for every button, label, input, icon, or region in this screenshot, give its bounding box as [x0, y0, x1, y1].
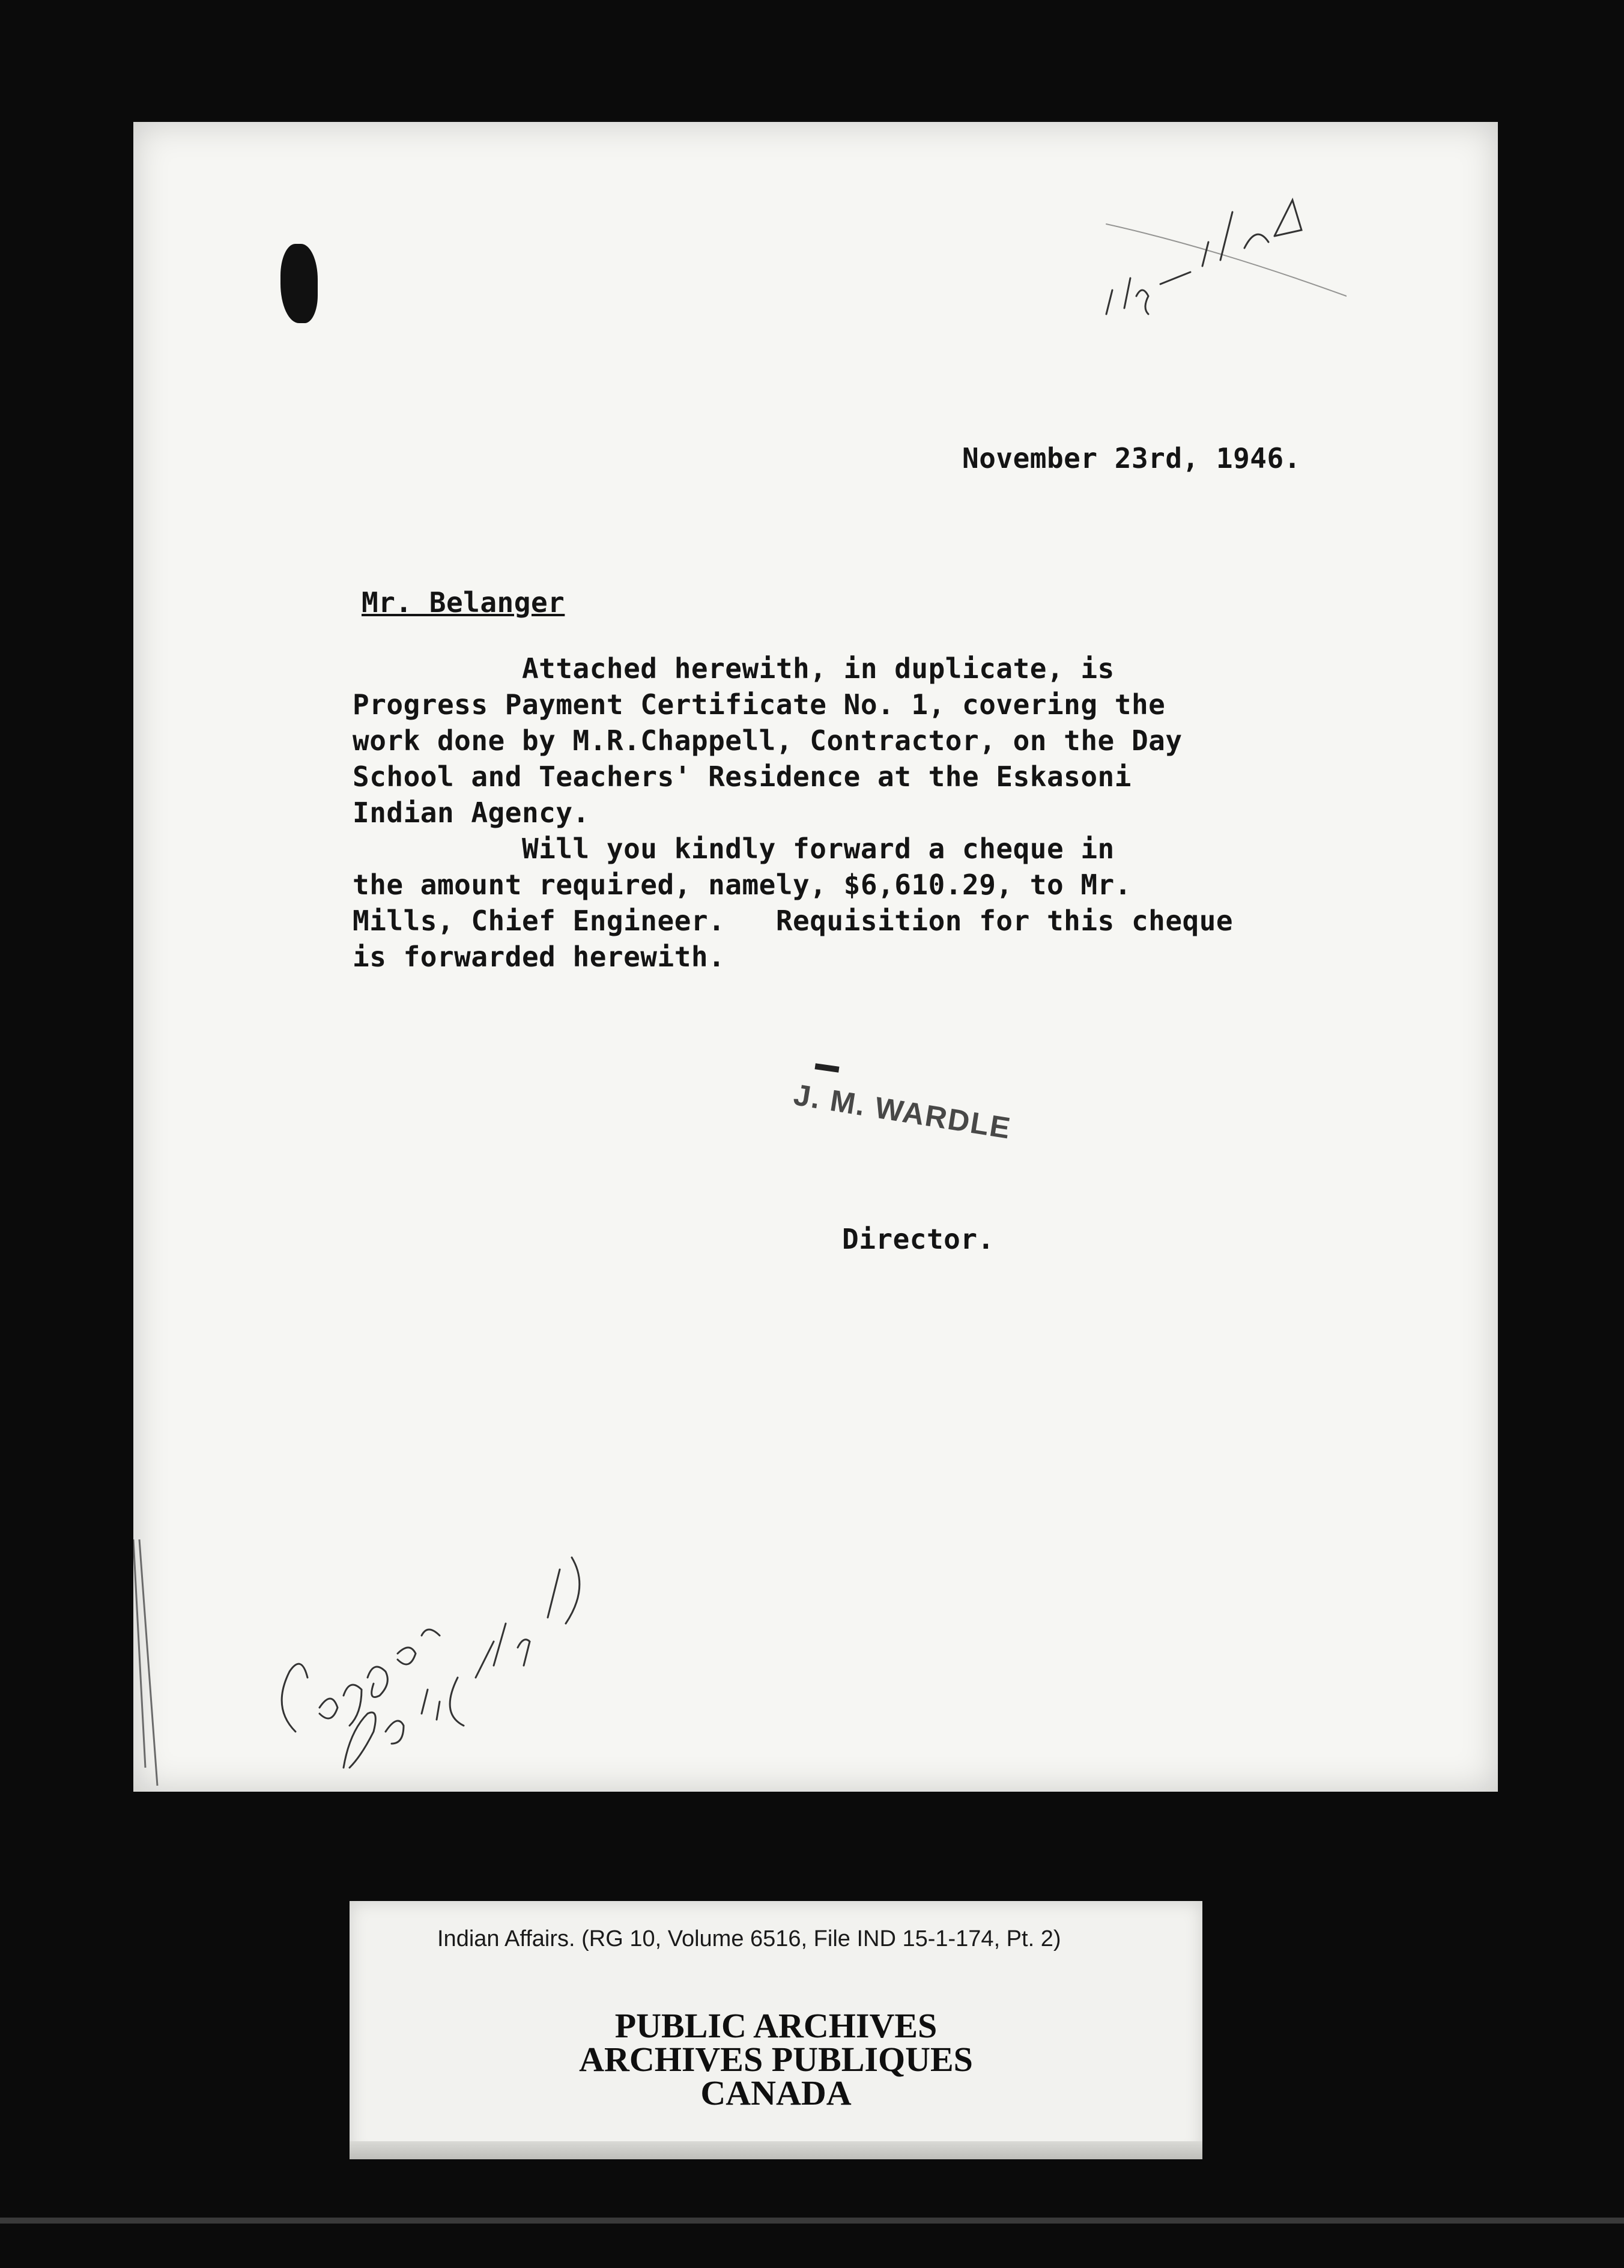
punch-hole: [280, 244, 318, 323]
letter-date: November 23rd, 1946.: [962, 442, 1301, 475]
archive-name-english: PUBLIC ARCHIVES: [614, 2006, 938, 2045]
page-edge-fold: [133, 1539, 217, 1792]
archive-country: CANADA: [700, 2073, 852, 2112]
film-edge: [0, 2218, 1624, 2224]
paragraph-certificate: Attached herewith, in duplicate, is Progress Payment Certificate No. 1, covering the work done by M.R.Chappell, Contractor, on the Day School and Teachers' Residence at the Eskasoni Indian Agency.: [353, 652, 1183, 829]
archive-name-french: ARCHIVES PUBLIQUES: [579, 2040, 973, 2079]
handwritten-note: [229, 1395, 686, 1780]
archive-label: [350, 1901, 1202, 2159]
paragraph-cheque: Will you kindly forward a cheque in the amount required, namely, $6,610.29, to Mr. Mills, Chief Engineer. Requisition for this cheque is forwarded herewith.: [353, 832, 1234, 973]
stamp-mark: [814, 1063, 839, 1072]
handwritten-file-number: [1094, 176, 1347, 332]
signature-stamp: J. M. WARDLE: [791, 1078, 1014, 1145]
letter-sheet: [133, 122, 1498, 1792]
label-edge: [350, 2141, 1202, 2159]
salutation-text: Mr. Belanger: [362, 586, 565, 619]
salutation: [362, 584, 565, 620]
archive-reference: Indian Affairs. (RG 10, Volume 6516, File IND 15-1-174, Pt. 2): [437, 1926, 1061, 1951]
signatory-title: Director.: [842, 1223, 995, 1255]
